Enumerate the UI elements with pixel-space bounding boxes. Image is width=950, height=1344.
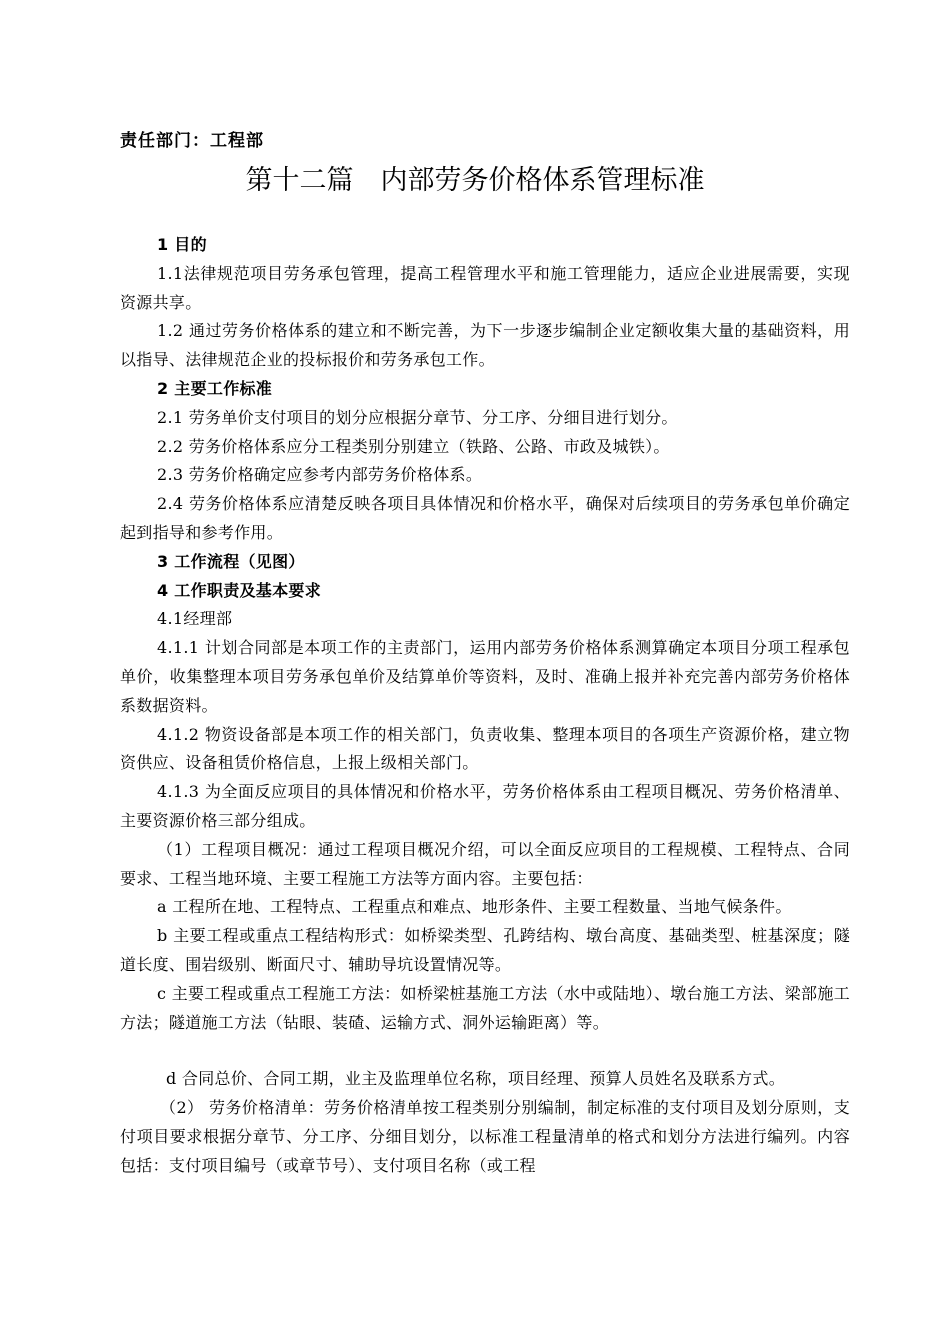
- paragraph-2-3: 2.3 劳务价格确定应参考内部劳务价格体系。: [157, 465, 483, 485]
- paragraph-2-1: 2.1 劳务单价支付项目的划分应根据分章节、分工序、分细目进行划分。: [157, 407, 678, 427]
- paragraph-1-2: 1.2 通过劳务价格体系的建立和不断完善，为下一步逐步编制企业定额收集大量的基础资料，用以指导、法律规范企业的投标报价和劳务承包工作。: [120, 321, 850, 370]
- chapter-title: 第十二篇 内部劳务价格体系管理标准: [245, 165, 705, 196]
- responsible-department: 责任部门：工程部: [120, 131, 264, 151]
- list-item-a: a 工程所在地、工程特点、工程重点和难点、地形条件、主要工程数量、当地气候条件。: [157, 897, 792, 917]
- paragraph-4-1: 4.1经理部: [157, 609, 233, 629]
- paragraph-4-1-2: 4.1.2 物资设备部是本项工作的相关部门，负责收集、整理本项目的各项生产资源价格，建立物资供应、设备租赁价格信息，上报上级相关部门。: [120, 724, 850, 773]
- list-item-d: d 合同总价、合同工期，业主及监理单位名称，项目经理、预算人员姓名及联系方式。: [166, 1069, 786, 1089]
- list-item-2: （2） 劳务价格清单：劳务价格清单按工程类别分别编制，制定标准的支付项目及划分原则，支付项目要求根据分章节、分工序、分细目划分，以标准工程量清单的格式和划分方法进行编列。内容包括：支付项目编号（或章节号）、支付项目名称（或工程: [120, 1098, 850, 1175]
- list-item-c: c 主要工程或重点工程施工方法：如桥梁桩基施工方法（水中或陆地）、墩台施工方法、梁部施工方法；隧道施工方法（钻眼、装碴、运输方式、洞外运输距离）等。: [120, 983, 850, 1032]
- paragraph-2-2: 2.2 劳务价格体系应分工程类别分别建立（铁路、公路、市政及城铁）。: [157, 436, 670, 456]
- document-body: [120, 231, 850, 1181]
- section-heading-2: 2 主要工作标准: [157, 378, 273, 398]
- list-item-b: b 主要工程或重点工程结构形式：如桥梁类型、孔跨结构、墩台高度、基础类型、桩基深度；隧道长度、围岩级别、断面尺寸、辅助导坑设置情况等。: [120, 926, 850, 974]
- paragraph-1-1: 1.1法律规范项目劳务承包管理，提高工程管理水平和施工管理能力，适应企业进展需要，实现资源共享。: [120, 263, 850, 312]
- paragraph-4-1-1: 4.1.1 计划合同部是本项工作的主责部门，运用内部劳务价格体系测算确定本项目分项工程承包单价，收集整理本项目劳务承包单价及结算单价等资料，及时、准确上报并补充完善内部劳务价格体系数据资料。: [120, 638, 850, 715]
- section-heading-3: 3 工作流程（见图）: [157, 551, 305, 571]
- section-heading-4: 4 工作职责及基本要求: [157, 580, 322, 600]
- section-heading-1: 1 目的: [157, 235, 207, 254]
- paragraph-2-4: 2.4 劳务价格体系应清楚反映各项目具体情况和价格水平，确保对后续项目的劳务承包单价确定起到指导和参考作用。: [120, 494, 850, 542]
- paragraph-gap: [120, 1037, 850, 1065]
- list-item-1: （1）工程项目概况：通过工程项目概况介绍，可以全面反应项目的工程规模、工程特点、合同要求、工程当地环境、主要工程施工方法等方面内容。主要包括：: [120, 839, 850, 888]
- paragraph-4-1-3: 4.1.3 为全面反应项目的具体情况和价格水平，劳务价格体系由工程项目概况、劳务价格清单、主要资源价格三部分组成。: [120, 782, 850, 830]
